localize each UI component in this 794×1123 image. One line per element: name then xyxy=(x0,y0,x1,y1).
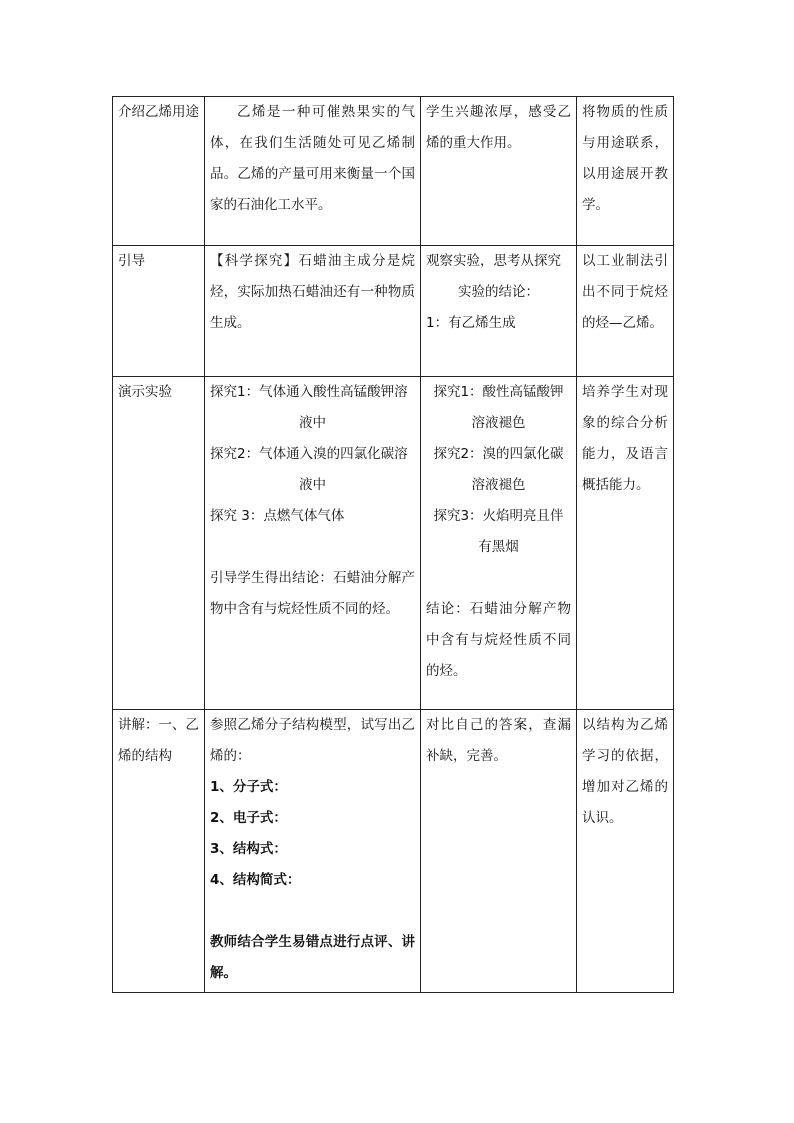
stage-cell: 演示实验 xyxy=(113,377,205,710)
design-intent-cell: 以结构为乙烯学习的依据，增加对乙烯的认识。 xyxy=(577,710,674,993)
design-intent-cell: 以工业制法引出不同于烷烃的烃—乙烯。 xyxy=(577,246,674,377)
stage-cell: 介绍乙烯用途 xyxy=(113,97,205,246)
table-row-demo-experiment xyxy=(113,377,674,710)
experiment-1-text-cont: 液中 xyxy=(299,415,326,431)
structure-item: 4、结构简式： xyxy=(210,872,301,888)
result-1-text-cont: 溶液褪色 xyxy=(471,415,526,431)
spacer xyxy=(210,532,415,563)
student-conclusion-text: 结论：石蜡油分解产物中含有与烷烃性质不同的烃。 xyxy=(426,601,571,679)
student-activity-cell xyxy=(421,377,577,710)
structure-intro-text: 参照乙烯分子结构模型，试写出乙烯的： xyxy=(210,717,415,764)
student-conclusion-label: 实验的结论： xyxy=(458,284,539,300)
result-2-text: 探究2：溴的四氯化碳 xyxy=(433,446,564,462)
structure-item: 1、分子式： xyxy=(210,779,287,795)
teacher-activity-cell xyxy=(205,377,421,710)
guide-conclusion-text: 引导学生得出结论：石蜡油分解产物中含有与烷烃性质不同的烃。 xyxy=(210,570,415,617)
result-3-text-cont: 有黑烟 xyxy=(478,539,519,555)
experiment-2-text: 探究2：气体通入溴的四氯化碳溶 xyxy=(210,446,408,462)
student-observe-text: 观察实验，思考从探究 xyxy=(426,253,561,269)
stage-cell: 引导 xyxy=(113,246,205,377)
result-3-text: 探究3：火焰明亮且伴 xyxy=(433,508,564,524)
experiment-3-text: 探究 3：点燃气体气体 xyxy=(210,508,345,524)
student-conclusion-text: 1：有乙烯生成 xyxy=(426,315,516,331)
table-row-structure-lecture xyxy=(113,710,674,993)
result-1-text: 探究1：酸性高锰酸钾 xyxy=(433,384,564,400)
spacer xyxy=(210,896,415,927)
structure-item: 3、结构式： xyxy=(210,841,287,857)
table-row-ethylene-uses xyxy=(113,97,674,246)
design-intent-cell: 培养学生对现象的综合分析能力，及语言概括能力。 xyxy=(577,377,674,710)
teacher-activity-cell xyxy=(205,710,421,993)
experiment-2-text-cont: 液中 xyxy=(299,477,326,493)
student-activity-cell xyxy=(421,246,577,377)
design-intent-cell: 将物质的性质与用途联系，以用途展开教学。 xyxy=(577,97,674,246)
lesson-plan-table xyxy=(112,96,674,993)
result-2-text-cont: 溶液褪色 xyxy=(471,477,526,493)
teacher-activity-cell: 【科学探究】石蜡油主成分是烷烃，实际加热石蜡油还有一种物质生成。 xyxy=(205,246,421,377)
spacer xyxy=(426,563,571,594)
stage-cell: 讲解：一、乙烯的结构 xyxy=(113,710,205,993)
student-activity-cell: 对比自己的答案，查漏补缺，完善。 xyxy=(421,710,577,993)
teacher-summary-text: 教师结合学生易错点进行点评、讲解。 xyxy=(210,934,415,981)
structure-item: 2、电子式： xyxy=(210,810,287,826)
table-row-guide xyxy=(113,246,674,377)
student-activity-cell: 学生兴趣浓厚，感受乙烯的重大作用。 xyxy=(421,97,577,246)
experiment-1-text: 探究1：气体通入酸性高锰酸钾溶 xyxy=(210,384,408,400)
teacher-activity-cell: 乙烯是一种可催熟果实的气体，在我们生活随处可见乙烯制品。乙烯的产量可用来衡量一个国家的石油化工水平。 xyxy=(205,97,421,246)
